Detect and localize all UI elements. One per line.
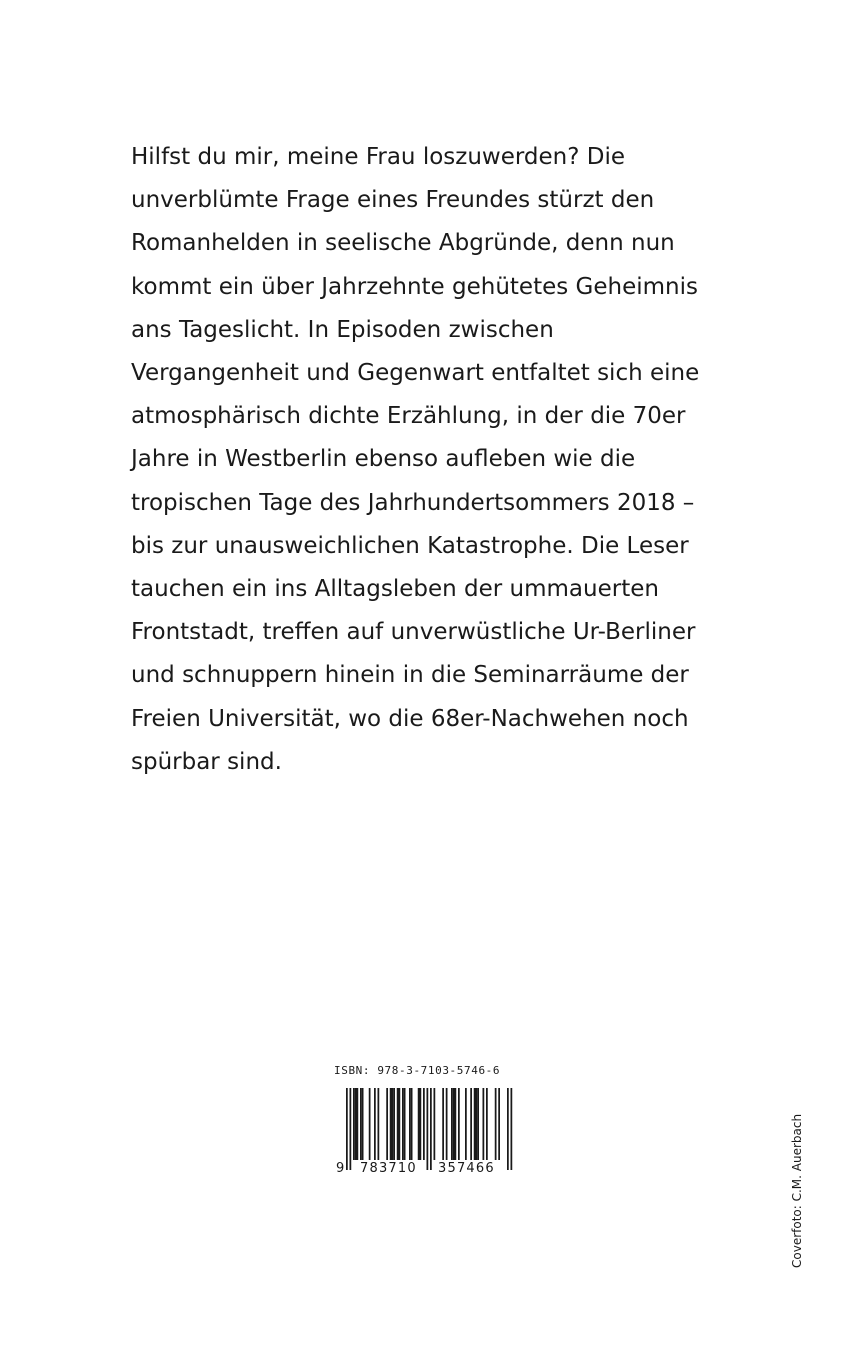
- barcode-bar: [423, 1088, 425, 1160]
- barcode-bar: [392, 1088, 394, 1160]
- barcode-bar: [350, 1088, 352, 1170]
- barcode-bar: [362, 1088, 364, 1160]
- barcode-bar: [470, 1088, 472, 1160]
- barcode-bar: [418, 1088, 420, 1160]
- barcode-bar: [404, 1088, 406, 1160]
- blurb-line: Hilfst du mir, meine Frau loszuwerden? Die: [131, 144, 626, 170]
- barcode-digits-left: 783710: [360, 1161, 417, 1174]
- barcode-bar: [458, 1088, 460, 1160]
- barcode-bar: [483, 1088, 485, 1160]
- barcode-bar: [474, 1088, 476, 1160]
- barcode-bar: [402, 1088, 404, 1160]
- blurb-line: atmosphärisch dichte Erzählung, in der die 70er: [131, 403, 686, 430]
- barcode-bar: [451, 1088, 453, 1160]
- blurb-line: Romanhelden in seelische Abgründe, denn nun: [131, 230, 675, 257]
- barcode-bar: [378, 1088, 380, 1160]
- barcode-bar: [495, 1088, 497, 1160]
- barcode-digits-right: 357466: [438, 1161, 495, 1174]
- barcode-bar: [357, 1088, 359, 1160]
- barcode-bar: [486, 1088, 488, 1160]
- barcode-bar: [477, 1088, 479, 1160]
- barcode-bar: [346, 1088, 348, 1170]
- barcode-bar: [446, 1088, 448, 1160]
- barcode-bar: [420, 1088, 422, 1160]
- blurb-line: und schnuppern hinein in die Seminarräume der: [131, 662, 689, 689]
- blurb-line: Jahre in Westberlin ebenso aufleben wie die: [131, 446, 636, 473]
- back-cover-blurb: [131, 136, 771, 784]
- barcode-bar: [386, 1088, 388, 1160]
- barcode-bar: [374, 1088, 376, 1160]
- barcode-bar: [393, 1088, 395, 1160]
- barcode-bar: [360, 1088, 362, 1160]
- barcode-bar: [427, 1088, 429, 1170]
- barcode-bar: [411, 1088, 413, 1160]
- barcode-bar: [369, 1088, 371, 1160]
- blurb-line: kommt ein über Jahrzehnte gehütetes Geheimnis: [131, 273, 698, 300]
- blurb-line: Freien Universität, wo die 68er-Nachwehen noch: [131, 705, 689, 732]
- blurb-line: Frontstadt, treffen auf unverwüstliche Ur-Berliner: [131, 619, 696, 646]
- blurb-line: tauchen ein ins Alltagsleben der ummauerten: [131, 576, 659, 603]
- barcode-bar: [442, 1088, 444, 1160]
- barcode-bar: [453, 1088, 455, 1160]
- barcode-bar: [498, 1088, 500, 1160]
- barcode-bar: [434, 1088, 436, 1160]
- barcode-bar: [430, 1088, 432, 1170]
- blurb-line: Vergangenheit und Gegenwart entfaltet sich eine: [131, 360, 700, 387]
- barcode: [334, 1088, 524, 1174]
- blurb-line: spürbar sind.: [131, 748, 282, 775]
- blurb-line: ans Tageslicht. In Episoden zwischen: [131, 316, 554, 343]
- blurb-line: unverblümte Frage eines Freundes stürzt den: [131, 187, 655, 214]
- barcode-bar: [397, 1088, 399, 1160]
- barcode-bar: [409, 1088, 411, 1160]
- isbn-label: ISBN: 978-3-7103-5746-6: [334, 1064, 501, 1077]
- barcode-bar: [355, 1088, 357, 1160]
- barcode-digit-first: 9: [336, 1161, 345, 1174]
- photo-credit: Coverfoto: C.M. Auerbach: [790, 1113, 804, 1268]
- barcode-bar: [511, 1088, 513, 1170]
- blurb-line: tropischen Tage des Jahrhundertsommers 2018 –: [131, 489, 695, 516]
- barcode-bar: [507, 1088, 509, 1170]
- blurb-line: bis zur unausweichlichen Katastrophe. Die Leser: [131, 532, 689, 559]
- barcode-bar: [390, 1088, 392, 1160]
- barcode-bar: [465, 1088, 467, 1160]
- barcode-bar: [399, 1088, 401, 1160]
- barcode-bar: [455, 1088, 457, 1160]
- barcode-bar: [476, 1088, 478, 1160]
- isbn-barcode-block: [334, 1064, 534, 1184]
- barcode-bars: [346, 1088, 512, 1170]
- barcode-bar: [353, 1088, 355, 1160]
